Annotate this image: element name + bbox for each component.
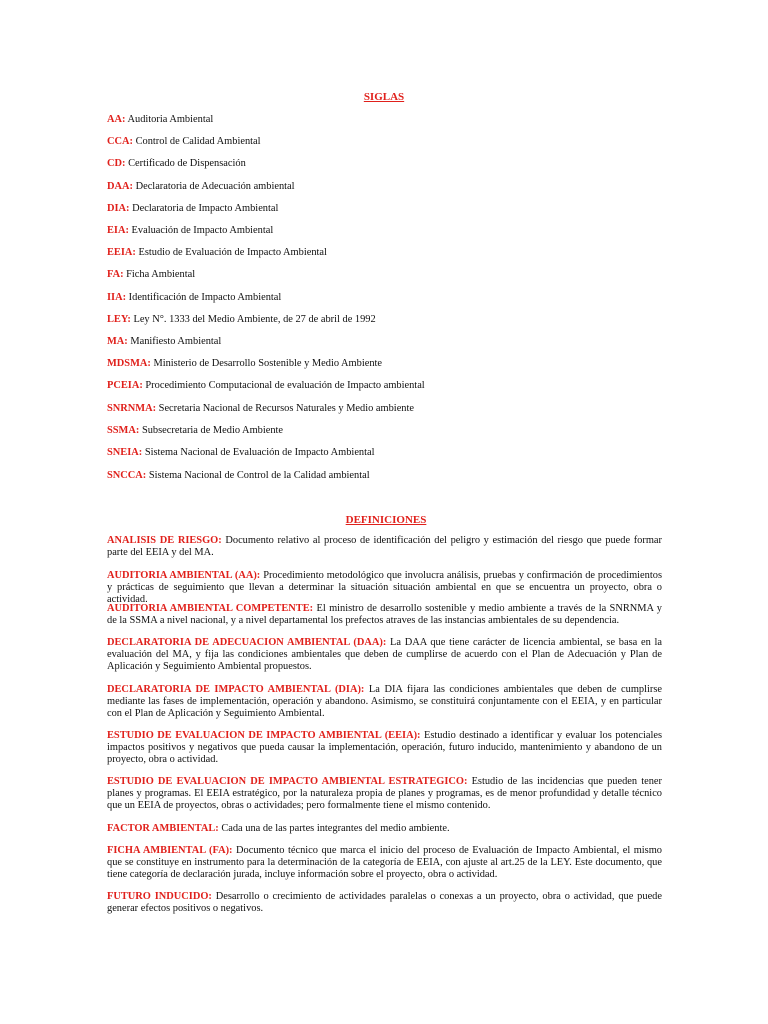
definition-term: DECLARATORIA DE IMPACTO AMBIENTAL (DIA): [107, 684, 365, 695]
definition-text: Cada una de las partes integrantes del medio ambiente. [218, 823, 450, 834]
sigla-abbr: EEIA: [107, 247, 136, 258]
sigla-meaning: Subsecretaria de Medio Ambiente [139, 425, 284, 436]
sigla-abbr: SSMA: [107, 425, 140, 436]
sigla-abbr: MA: [107, 336, 128, 347]
definition-term: DECLARATORIA DE ADECUACION AMBIENTAL (DAA): [107, 637, 387, 648]
definition-entry [107, 823, 662, 835]
definition-entry [107, 891, 662, 915]
sigla-meaning: Control de Calidad Ambiental [132, 136, 261, 147]
sigla-item [107, 113, 213, 126]
sigla-abbr: CCA: [107, 136, 133, 147]
sigla-item [107, 335, 221, 348]
definition-term: ANALISIS DE RIESGO: [107, 535, 222, 546]
sigla-abbr: SNCCA: [107, 470, 147, 481]
sigla-meaning: Secretaria Nacional de Recursos Naturales y Medio ambiente [156, 403, 414, 414]
definition-term: AUDITORIA AMBIENTAL COMPETENTE: [107, 603, 314, 614]
definition-entry [107, 535, 662, 559]
definition-text: Procedimiento metodológico que involucra análisis, pruebas y confirmación de procedimientos y prácticas de seguimiento que llevan a determinar la situación situación ambiental en que se encuentra un proyecto, obra o actividad. [107, 570, 662, 605]
definition-entry [107, 845, 662, 881]
siglas-heading: SIGLAS [363, 91, 405, 103]
sigla-item [107, 291, 281, 304]
definition-text: El ministro de desarrollo sostenible y medio ambiente a través de la SNRNMA y de la SSMA a nivel nacional, y a nivel departamental los prefectos atraves de las instancias ambientales de su dependencia. [107, 603, 662, 626]
sigla-meaning: Declaratoria de Impacto Ambiental [129, 203, 279, 214]
sigla-item [107, 357, 382, 370]
sigla-abbr: EIA: [107, 225, 129, 236]
definition-text: Estudio destinado a identificar y evaluar los potenciales impactos positivos y negativos que pueda causar la implementación, operación, futuro inducido, mantenimiento y abandono de un proyecto, obra o actividad. [107, 730, 663, 765]
sigla-meaning: Ley N°. 1333 del Medio Ambiente, de 27 de abril de 1992 [130, 314, 376, 325]
sigla-item [107, 268, 195, 281]
definiciones-heading: DEFINICIONES [345, 514, 427, 526]
definition-text: Documento técnico que marca el inicio del proceso de Evaluación de Impacto Ambiental, el mismo que se constituye en instrumento para la determinación de la categoría de EEIA, con ajuste al art.25 de la LEY. Este documento, que tiene categoría de declaración jurada, incluye información sobre el proyecto, obra o actividad. [107, 845, 662, 880]
sigla-item [107, 313, 376, 326]
sigla-item [107, 379, 425, 392]
definition-term: FICHA AMBIENTAL (FA): [107, 845, 233, 856]
definition-term: FACTOR AMBIENTAL: [107, 823, 219, 834]
sigla-item [107, 424, 283, 437]
sigla-meaning: Certificado de Dispensación [125, 158, 246, 169]
sigla-meaning: Ficha Ambiental [123, 269, 196, 280]
sigla-meaning: Identificación de Impacto Ambiental [126, 292, 282, 303]
sigla-meaning: Estudio de Evaluación de Impacto Ambiental [135, 247, 327, 258]
definition-text: Desarrollo o crecimiento de actividades paralelas o conexas a un proyecto, obra o actividad, que puede generar efectos positivos o negativos. [107, 891, 662, 914]
sigla-meaning: Auditoria Ambiental [125, 114, 214, 125]
sigla-meaning: Sistema Nacional de Evaluación de Impacto Ambiental [142, 447, 375, 458]
sigla-meaning: Evaluación de Impacto Ambiental [128, 225, 274, 236]
definition-entry [107, 776, 662, 812]
sigla-meaning: Procedimiento Computacional de evaluación de Impacto ambiental [142, 380, 425, 391]
sigla-item [107, 402, 414, 415]
definition-text: Estudio de las incidencias que pueden tener planes y programas. El EEIA estratégico, por la naturaleza propia de planes y programas, es de menor profundidad y detalle técnico que un EEIA de proyectos, obras o actividades; pero formalmente tiene el mismo contenido. [107, 776, 663, 811]
definition-text: La DAA que tiene carácter de licencia ambiental, se basa en la evaluación del MA, y fija las condiciones ambientales que deben de cumplirse de acuerdo con el Plan de Adecuación y Plan de Aplicación y Seguimiento Ambiental propuestos. [107, 637, 662, 672]
sigla-item [107, 180, 295, 193]
sigla-abbr: MDSMA: [107, 358, 151, 369]
sigla-abbr: DAA: [107, 181, 133, 192]
definition-entry [107, 684, 662, 720]
sigla-abbr: LEY: [107, 314, 131, 325]
definition-entry [107, 730, 662, 766]
sigla-meaning: Ministerio de Desarrollo Sostenible y Medio Ambiente [150, 358, 383, 369]
definition-term: FUTURO INDUCIDO: [107, 891, 212, 902]
sigla-item [107, 246, 327, 259]
sigla-item [107, 135, 261, 148]
sigla-item [107, 157, 246, 170]
sigla-abbr: SNEIA: [107, 447, 143, 458]
definition-entry [107, 570, 662, 606]
sigla-meaning: Manifiesto Ambiental [127, 336, 222, 347]
sigla-abbr: FA: [107, 269, 124, 280]
sigla-abbr: PCEIA: [107, 380, 143, 391]
definition-text: La DIA fijara las condiciones ambientales que deben de cumplirse mediante las fases de implementación, operación y abandono. Asimismo, se constituirá conjuntamente con el EEIA, y en particular con el Plan de Aplicación y Seguimiento Ambiental. [107, 684, 663, 719]
sigla-item [107, 224, 273, 237]
definition-term: AUDITORIA AMBIENTAL (AA): [107, 570, 261, 581]
sigla-abbr: SNRNMA: [107, 403, 157, 414]
sigla-item [107, 469, 370, 482]
definition-term: ESTUDIO DE EVALUACION DE IMPACTO AMBIENTAL (EEIA): [107, 730, 421, 741]
sigla-abbr: IIA: [107, 292, 127, 303]
sigla-item [107, 446, 375, 459]
sigla-abbr: AA: [107, 114, 126, 125]
sigla-meaning: Declaratoria de Adecuación ambiental [132, 181, 295, 192]
definition-entry [107, 603, 662, 627]
definition-text: Documento relativo al proceso de identificación del peligro y estimación del riesgo que puede formar parte del EEIA y del MA. [107, 535, 662, 558]
sigla-abbr: CD: [107, 158, 126, 169]
definition-entry [107, 637, 662, 673]
sigla-abbr: DIA: [107, 203, 130, 214]
sigla-meaning: Sistema Nacional de Control de la Calidad ambiental [146, 470, 370, 481]
definition-term: ESTUDIO DE EVALUACION DE IMPACTO AMBIENTAL ESTRATEGICO: [107, 776, 468, 787]
sigla-item [107, 202, 278, 215]
